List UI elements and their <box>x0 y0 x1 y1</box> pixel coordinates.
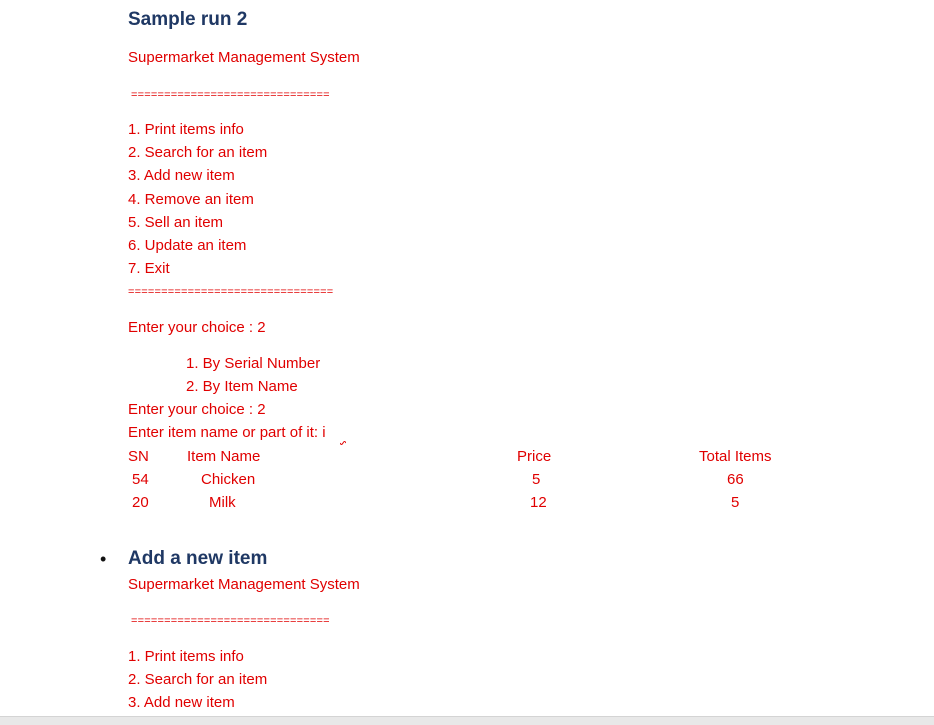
menu-item: 1. Print items info <box>128 648 244 665</box>
bullet-icon: • <box>100 549 107 569</box>
system-title: Supermarket Management System <box>128 49 360 66</box>
table-header-total-items: Total Items <box>699 448 772 465</box>
menu-item: 5. Sell an item <box>128 214 224 231</box>
table-header-item-name: Item Name <box>187 448 261 465</box>
item-name-prompt: Enter item name or part of it: i <box>128 424 326 441</box>
separator-line: =============================== <box>128 286 334 298</box>
spellcheck-squiggle-icon <box>340 428 346 446</box>
section-heading-sample-run: Sample run 2 <box>128 9 248 30</box>
menu-item: 3. Add new item <box>128 167 235 184</box>
separator-line: ============================== <box>131 615 330 627</box>
menu-item: 4. Remove an item <box>128 191 254 208</box>
separator-line: ============================== <box>131 89 330 101</box>
menu-item: 1. Print items info <box>128 121 244 138</box>
table-cell-total-items: 5 <box>731 494 740 511</box>
menu-item: 2. Search for an item <box>128 144 268 161</box>
table-cell-sn: 20 <box>132 494 149 511</box>
search-option: 2. By Item Name <box>186 378 298 395</box>
table-header-sn: SN <box>128 448 149 465</box>
table-cell-price: 12 <box>530 494 547 511</box>
table-cell-item-name: Chicken <box>201 471 256 488</box>
menu-item: 2. Search for an item <box>128 671 268 688</box>
menu-item: 3. Add new item <box>128 694 235 711</box>
system-title: Supermarket Management System <box>128 576 360 593</box>
search-option: 1. By Serial Number <box>186 355 321 372</box>
section-heading-add-item: Add a new item <box>128 548 268 569</box>
table-cell-item-name: Milk <box>209 494 236 511</box>
table-cell-sn: 54 <box>132 471 149 488</box>
menu-item: 7. Exit <box>128 260 170 277</box>
choice-prompt: Enter your choice : 2 <box>128 319 266 336</box>
table-header-price: Price <box>517 448 552 465</box>
choice-prompt: Enter your choice : 2 <box>128 401 266 418</box>
table-cell-price: 5 <box>532 471 541 488</box>
menu-item: 6. Update an item <box>128 237 247 254</box>
table-cell-total-items: 66 <box>727 471 744 488</box>
